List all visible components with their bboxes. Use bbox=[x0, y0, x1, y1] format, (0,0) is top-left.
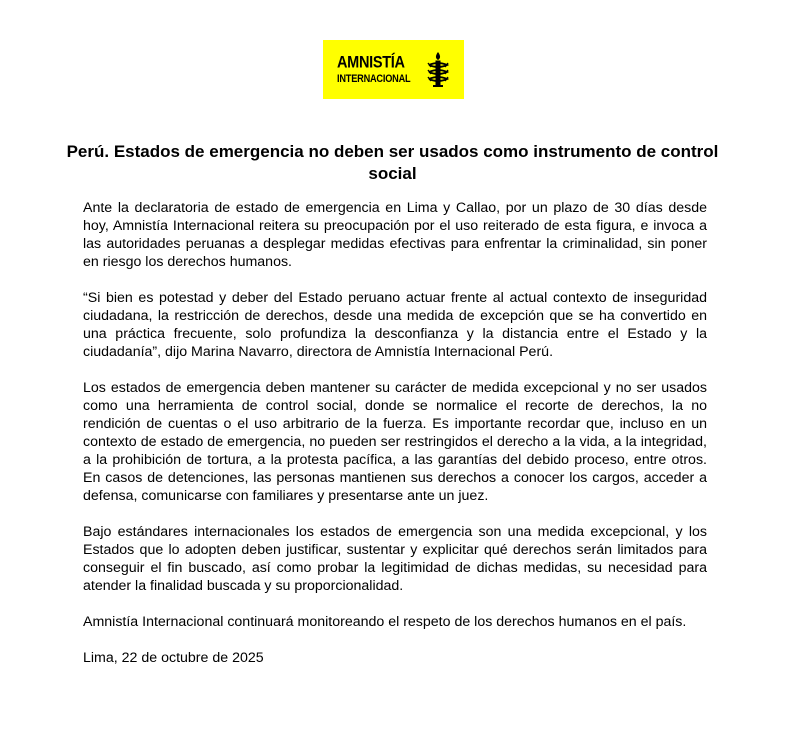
page-title: Perú. Estados de emergencia no deben ser usados como instrumento de control social bbox=[66, 142, 719, 183]
dateline: Lima, 22 de octubre de 2025 bbox=[83, 650, 264, 666]
logo-wordmark bbox=[337, 55, 410, 83]
paragraph-closing: Amnistía Internacional continuará monitoreando el respeto de los derechos humanos en el país. bbox=[83, 614, 687, 630]
paragraph-intro: Ante la declaratoria de estado de emergencia en Lima y Callao, por un plazo de 30 días desde hoy, Amnistía Internacional reitera su preocupación por el uso reiterado de esta figura, e invoca a las autoridades peruanas a desplegar medidas efectivas para enfrentar la criminalidad, sin poner en riesgo los derechos humanos. bbox=[83, 200, 707, 270]
paragraph-rights: Los estados de emergencia deben mantener su carácter de medida excepcional y no ser usados como una herramienta de control social, donde se normalice el recorte de derechos, la no rendición de cuentas o el uso arbitrario de la fuerza. Es importante recordar que, incluso en un contexto de estado de emergencia, no pueden ser restringidos el derecho a la vida, a la integridad, a la prohibición de tortura, a la protesta pacífica, a las garantías del debido proceso, entre otros. En casos de detenciones, las personas mantienen sus derechos a conocer los cargos, acceder a defensa, comunicarse con familiares y presentarse ante un juez. bbox=[83, 380, 707, 504]
logo-line-amnistia: AMNISTÍA bbox=[337, 53, 405, 73]
paragraph-standards: Bajo estándares internacionales los estados de emergencia son una medida excepcional, y los Estados que lo adopten deben justificar, sustentar y explicitar qué derechos serán limitados para conseguir el fin buscado, así como probar la legitimidad de dichas medidas, su necesidad para atender la finalidad buscada y su proporcionalidad. bbox=[83, 524, 707, 594]
press-release-body bbox=[83, 199, 707, 685]
candle-in-barbed-wire-icon bbox=[426, 51, 450, 89]
paragraph-quote: “Si bien es potestad y deber del Estado peruano actuar frente al actual contexto de inseguridad ciudadana, la restricción de derechos, desde una medida de excepción que se ha convertido en una práctica frecuente, solo profundiza la desconfianza y la distancia entre el Estado y la ciudadanía”, dijo Marina Navarro, directora de Amnistía Internacional Perú. bbox=[83, 290, 707, 360]
amnesty-logo bbox=[323, 40, 464, 99]
logo-line-internacional: INTERNACIONAL bbox=[337, 72, 411, 84]
